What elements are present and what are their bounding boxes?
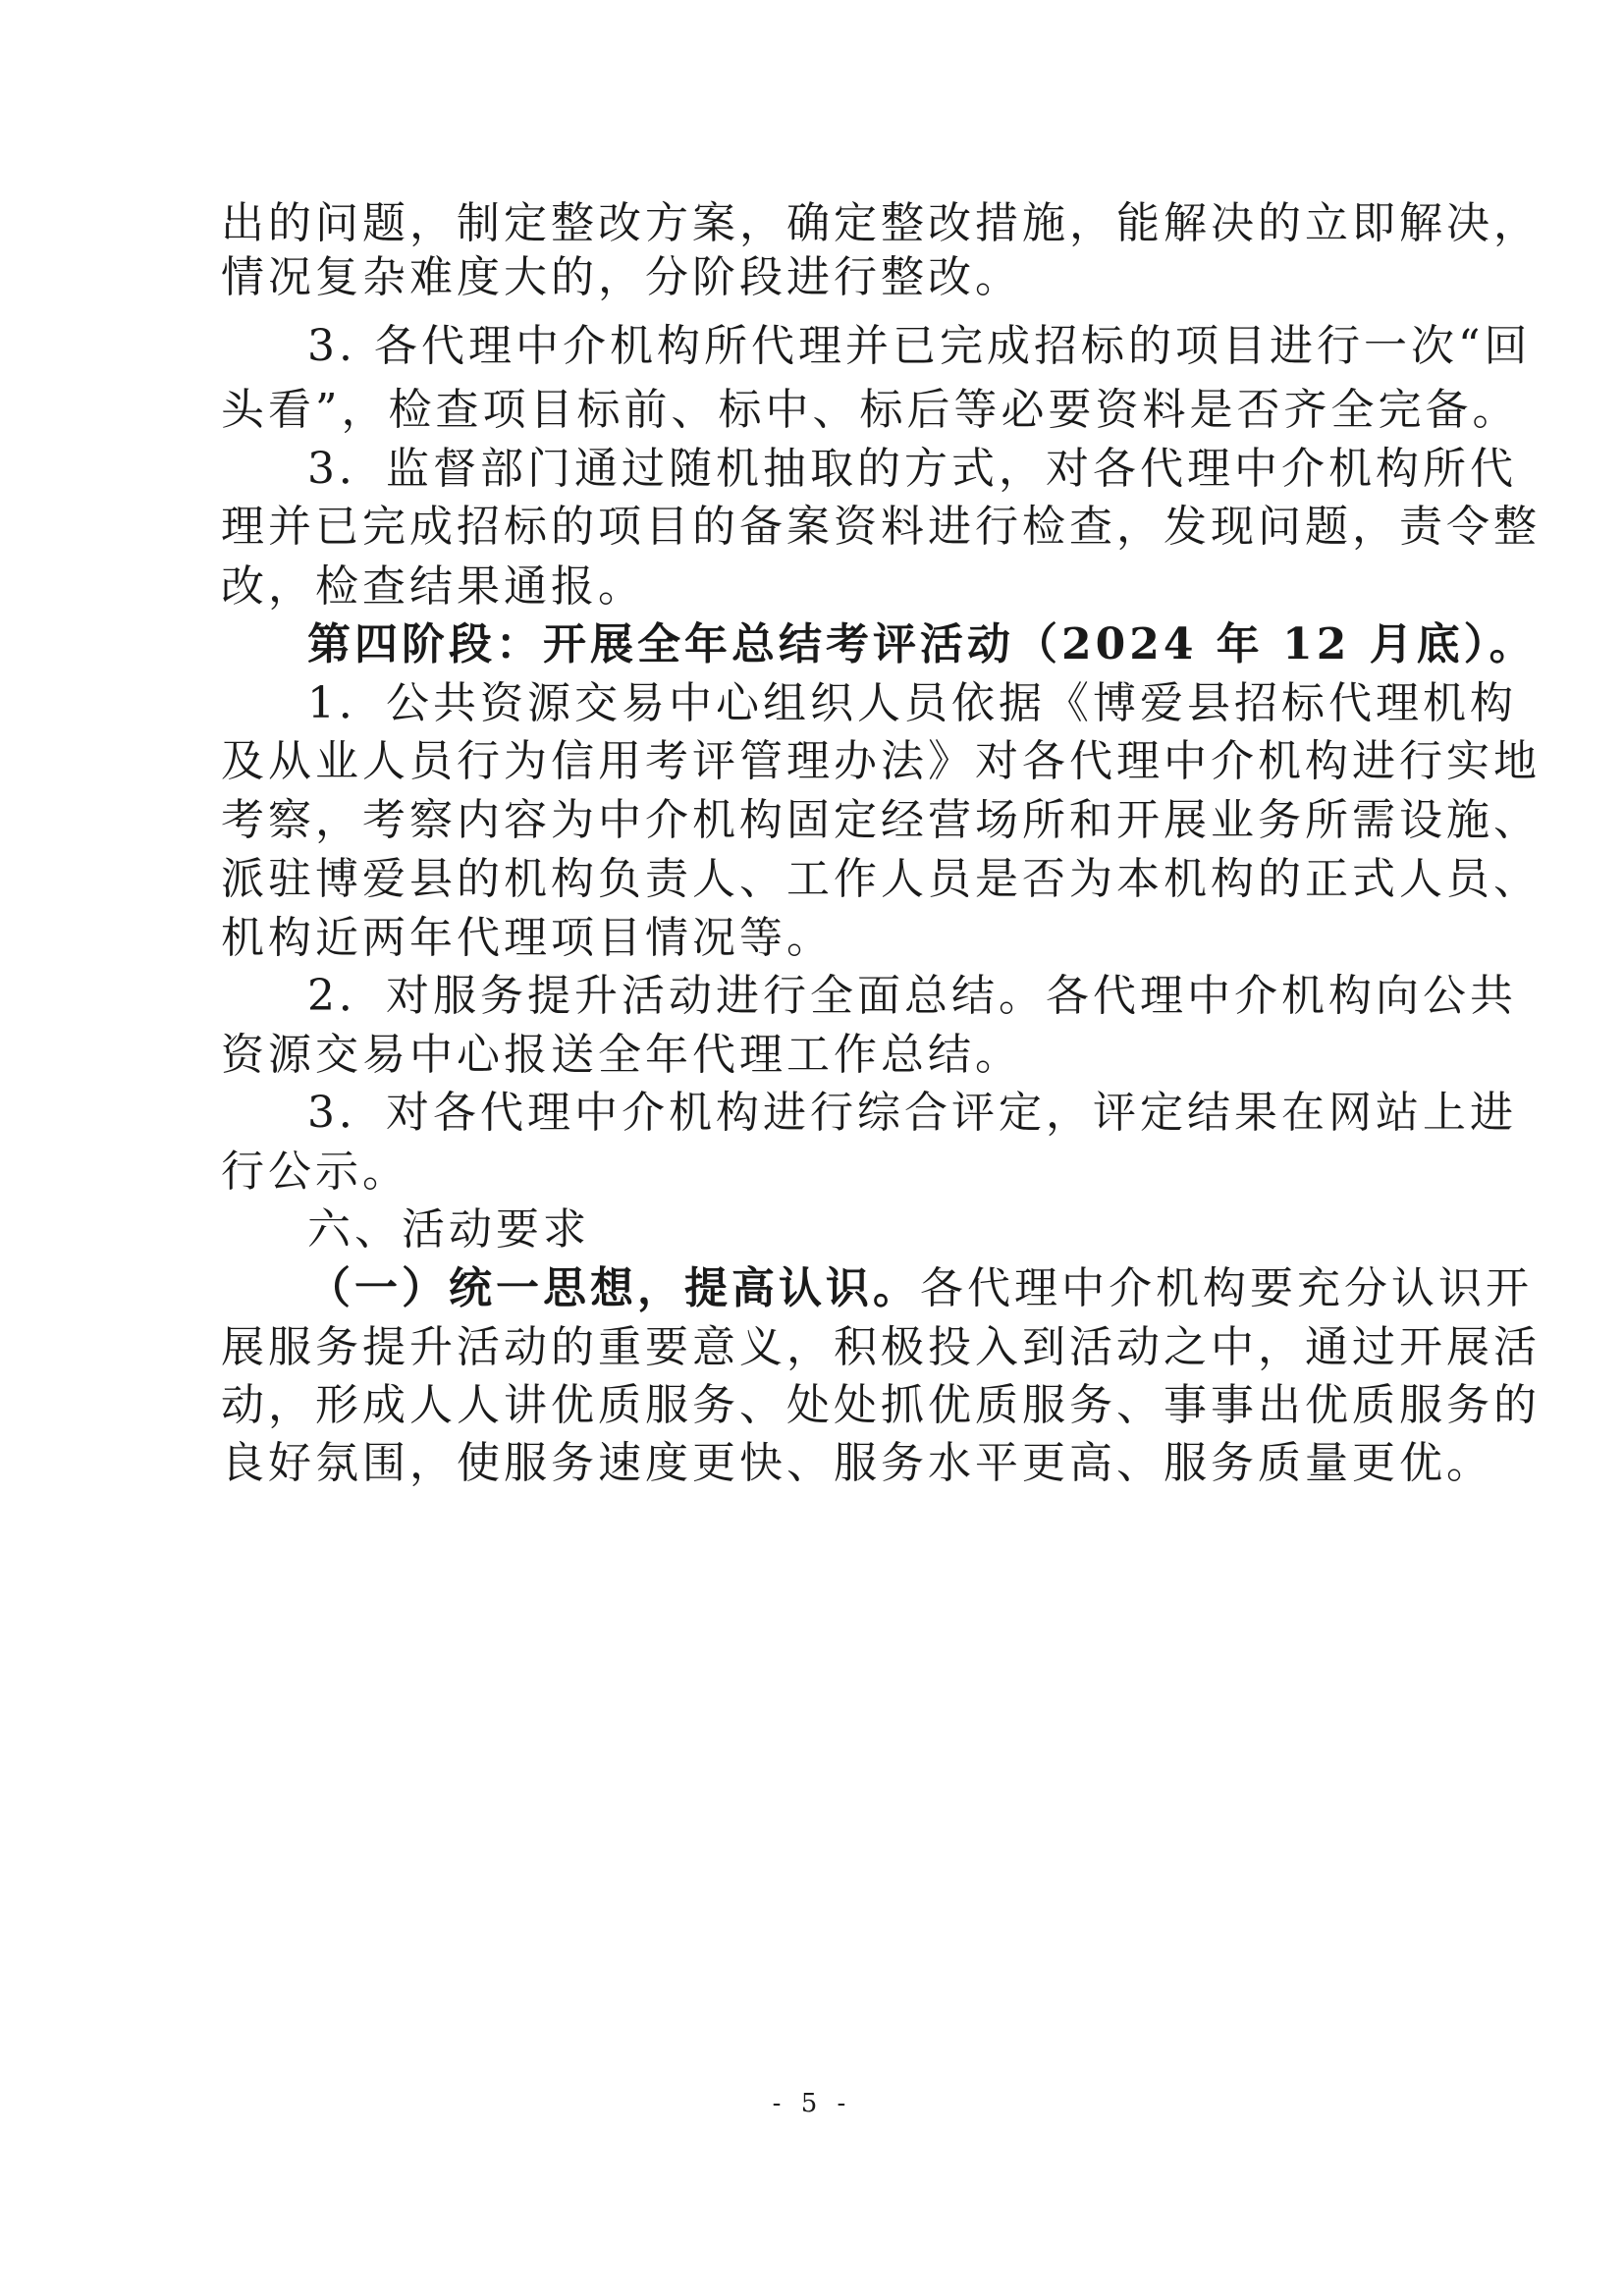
paragraph-text: 各代理中介机构要充分认识开 (920, 1263, 1533, 1313)
paragraph-line: 资源交易中心报送全年代理工作总结。 (221, 1030, 1022, 1080)
page-number: - 5 - (772, 2089, 852, 2118)
paragraph-line (307, 1259, 1533, 1318)
paragraph-line: 3．监督部门通过随机抽取的方式，对各代理中介机构所代 (307, 444, 1517, 494)
paragraph-line: 考察，考察内容为中介机构固定经营场所和开展业务所需设施、 (221, 795, 1541, 845)
paragraph-line: 及从业人员行为信用考评管理办法》对各代理中介机构进行实地 (221, 736, 1541, 786)
paragraph-line: 1．公共资源交易中心组织人员依据《博爱县招标代理机构 (307, 678, 1517, 728)
section-heading: 第四阶段：开展全年总结考评活动（2024 年 12 月底）。 (307, 619, 1537, 669)
paragraph-line: 3．对各代理中介机构进行综合评定，评定结果在网站上进 (307, 1088, 1517, 1138)
paragraph-line: 机构近两年代理项目情况等。 (221, 913, 834, 963)
paragraph-line: 派驻博爱县的机构负责人、工作人员是否为本机构的正式人员、 (221, 854, 1541, 904)
paragraph-line: 头看”，检查项目标前、标中、标后等必要资料是否齐全完备。 (221, 385, 1520, 435)
paragraph-line: 理并已完成招标的项目的备案资料进行检查，发现问题，责令整 (221, 502, 1541, 552)
paragraph-line: 2．对服务提升活动进行全面总结。各代理中介机构向公共 (307, 971, 1517, 1021)
paragraph-line: 展服务提升活动的重要意义，积极投入到活动之中，通过开展活 (221, 1322, 1541, 1372)
paragraph-line: 良好氛围，使服务速度更快、服务水平更高、服务质量更优。 (221, 1438, 1493, 1488)
subsection-heading: （一）统一思想，提高认识。 (307, 1263, 920, 1313)
paragraph-line: 出的问题，制定整改方案，确定整改措施，能解决的立即解决， (221, 198, 1541, 248)
paragraph-line: 3. 各代理中介机构所代理并已完成招标的项目进行一次“回 (307, 321, 1532, 371)
paragraph-line: 动，形成人人讲优质服务、处处抓优质服务、事事出优质服务的 (221, 1380, 1541, 1430)
paragraph-line: 行公示。 (221, 1147, 409, 1197)
paragraph-line: 改，检查结果通报。 (221, 561, 645, 612)
paragraph-line: 情况复杂难度大的，分阶段进行整改。 (221, 252, 1022, 302)
section-heading: 六、活动要求 (307, 1204, 590, 1255)
